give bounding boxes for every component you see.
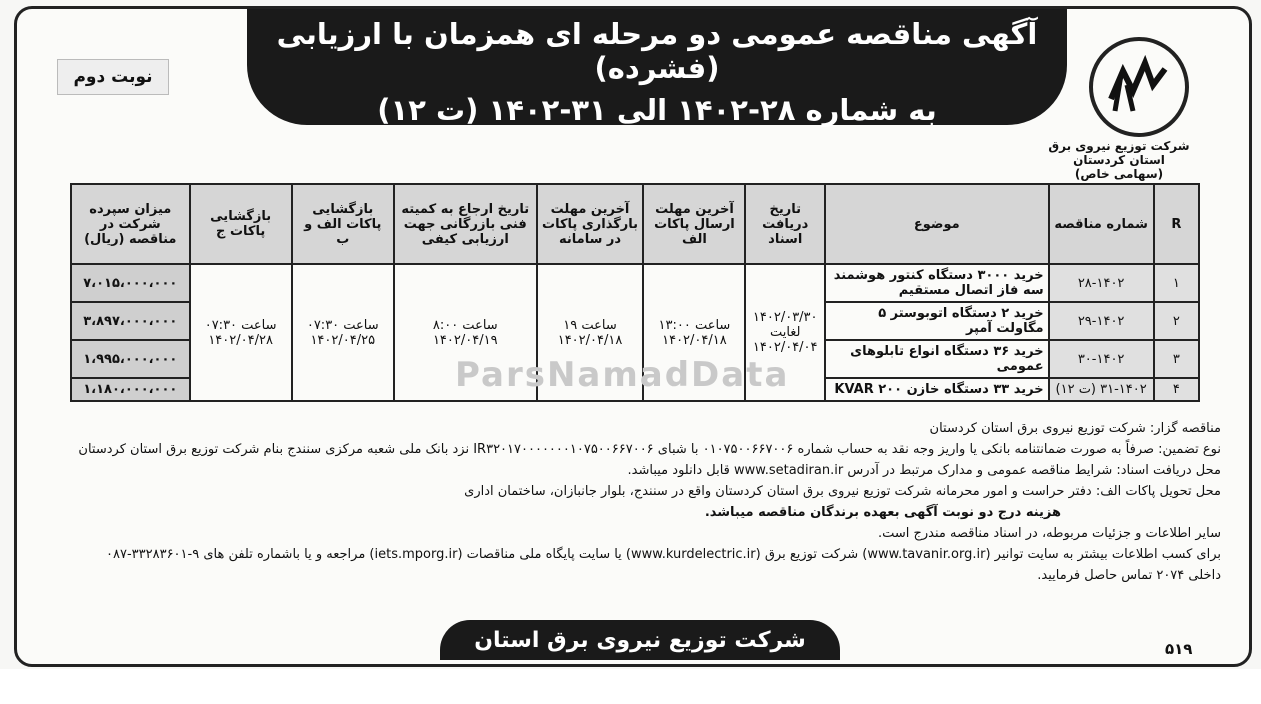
- col-header: موضوع: [825, 184, 1049, 264]
- row-index: ۱: [1154, 264, 1199, 302]
- body-line: برای کسب اطلاعات بیشتر به سایت توانیر (www.tavanir.org.ir) شرکت توزیع برق (www.kurdelectric.ir) یا سایت پایگاه ملی مناقصات (iets.mporg.ir) مراجعه و یا باشماره تلفن های ۹-۳۳۲۸۳۶۰۱-۰۸۷: [106, 547, 1221, 562]
- round-badge: نوبت دوم: [57, 59, 169, 95]
- tender-number: ۲۸-۱۴۰۲: [1049, 264, 1154, 302]
- body-line: محل تحویل پاکات الف: دفتر حراست و امور محرمانه شرکت توزیع نیروی برق استان کردستان واقع در سنندج، بلوار جانبازان، ساختمان اداری: [464, 484, 1221, 499]
- page-number: ۵۱۹: [1165, 640, 1193, 658]
- row-index: ۴: [1154, 378, 1199, 401]
- col-header: تاریخ ارجاع به کمیته فنی بازرگانی جهت ارزیابی کیفی: [394, 184, 537, 264]
- tender-subject: خرید ۲ دستگاه اتوبوستر ۵ مگاولت آمپر: [825, 302, 1049, 340]
- table-row: [71, 264, 1199, 302]
- watermark: ParsNamadData: [455, 355, 790, 395]
- company-name: شرکت توزیع نیروی برق استان کردستان: [1048, 139, 1190, 167]
- deposit-amount: ۱،۹۹۵،۰۰۰،۰۰۰: [71, 340, 190, 378]
- company-logo: [1089, 37, 1189, 137]
- col-header: بازگشایی پاکات ج: [190, 184, 292, 264]
- title-line1: آگهی مناقصه عمومی دو مرحله ای همزمان با ارزیابی (فشرده): [276, 17, 1038, 85]
- col-header: آخرین مهلت بارگذاری پاکات در سامانه: [537, 184, 644, 264]
- send-a-deadline: ساعت ۱۳:۰۰ ۱۴۰۲/۰۴/۱۸: [643, 264, 745, 401]
- col-header: بازگشایی پاکات الف و ب: [292, 184, 394, 264]
- col-header: میزان سپرده شرکت در مناقصه (ریال): [71, 184, 190, 264]
- footer-company: شرکت توزیع نیروی برق استان کردستان: [440, 620, 840, 660]
- company-name-block: [1029, 139, 1209, 181]
- body-line: سایر اطلاعات و جزئیات مربوطه، در اسناد مناقصه مندرج است.: [877, 526, 1221, 541]
- col-header: شماره مناقصه: [1049, 184, 1154, 264]
- receive-docs-date: ۱۴۰۲/۰۳/۳۰ لغایت ۱۴۰۲/۰۴/۰۴: [745, 264, 824, 401]
- col-header: تاریخ دریافت اسناد: [745, 184, 824, 264]
- deposit-amount: ۷،۰۱۵،۰۰۰،۰۰۰: [71, 264, 190, 302]
- body-line: هزینه درج دو نوبت آگهی بعهده برندگان مناقصه میباشد.: [704, 505, 1061, 520]
- tender-number: ۳۱-۱۴۰۲ (ت ۱۲): [1049, 378, 1154, 401]
- tender-subject: خرید ۳۰۰۰ دستگاه کنتور هوشمند سه فاز اتصال مستقیم: [825, 264, 1049, 302]
- body-line: محل دریافت اسناد: شرایط مناقصه عمومی و مدارک مرتبط در آدرس www.setadiran.ir قابل دانلود میباشد.: [627, 463, 1221, 478]
- table-header-row: [71, 184, 1199, 264]
- col-header: آخرین مهلت ارسال پاکات الف: [643, 184, 745, 264]
- col-header: R: [1154, 184, 1199, 264]
- tender-subject: خرید ۳۶ دستگاه انواع تابلوهای عمومی: [825, 340, 1049, 378]
- title-banner: [247, 6, 1067, 125]
- company-type: (سهامی خاص): [1074, 167, 1164, 181]
- committee-date: ساعت ۸:۰۰ ۱۴۰۲/۰۴/۱۹: [394, 264, 537, 401]
- upload-deadline: ساعت ۱۹ ۱۴۰۲/۰۴/۱۸: [537, 264, 644, 401]
- row-index: ۲: [1154, 302, 1199, 340]
- body-line: داخلی ۲۰۷۴ تماس حاصل فرمایید.: [1037, 568, 1221, 583]
- deposit-amount: ۱،۱۸۰،۰۰۰،۰۰۰: [71, 378, 190, 401]
- ad-body-text: [72, 418, 1221, 586]
- open-ab-date: ساعت ۰۷:۳۰ ۱۴۰۲/۰۴/۲۵: [292, 264, 394, 401]
- deposit-amount: ۳،۸۹۷،۰۰۰،۰۰۰: [71, 302, 190, 340]
- row-index: ۳: [1154, 340, 1199, 378]
- body-line: مناقصه گزار: شرکت توزیع نیروی برق استان کردستان: [929, 421, 1221, 436]
- tender-number: ۲۹-۱۴۰۲: [1049, 302, 1154, 340]
- tender-number: ۳۰-۱۴۰۲: [1049, 340, 1154, 378]
- body-line: نوع تضمین: صرفاً به صورت ضمانتنامه بانکی یا واریز وجه نقد به حساب شماره ۰۱۰۷۵۰۰۶۶۷۰۰۶ با شبای IR۳۲۰۱۷۰۰۰۰۰۰۰۱۰۷۵۰۰۶۶۷۰۰۶ نزد بانک ملی شعبه مرکزی سنندج بنام شرکت توزیع برق استان کردستان: [78, 442, 1221, 457]
- lightning-logo-icon: [1093, 41, 1185, 133]
- tender-subject: خرید ۳۳ دستگاه خازن ۲۰۰ KVAR: [825, 378, 1049, 401]
- open-c-date: ساعت ۰۷:۳۰ ۱۴۰۲/۰۴/۲۸: [190, 264, 292, 401]
- title-line2: به شماره ۲۸-۱۴۰۲ الی ۳۱-۱۴۰۲ (ت ۱۲): [377, 93, 937, 127]
